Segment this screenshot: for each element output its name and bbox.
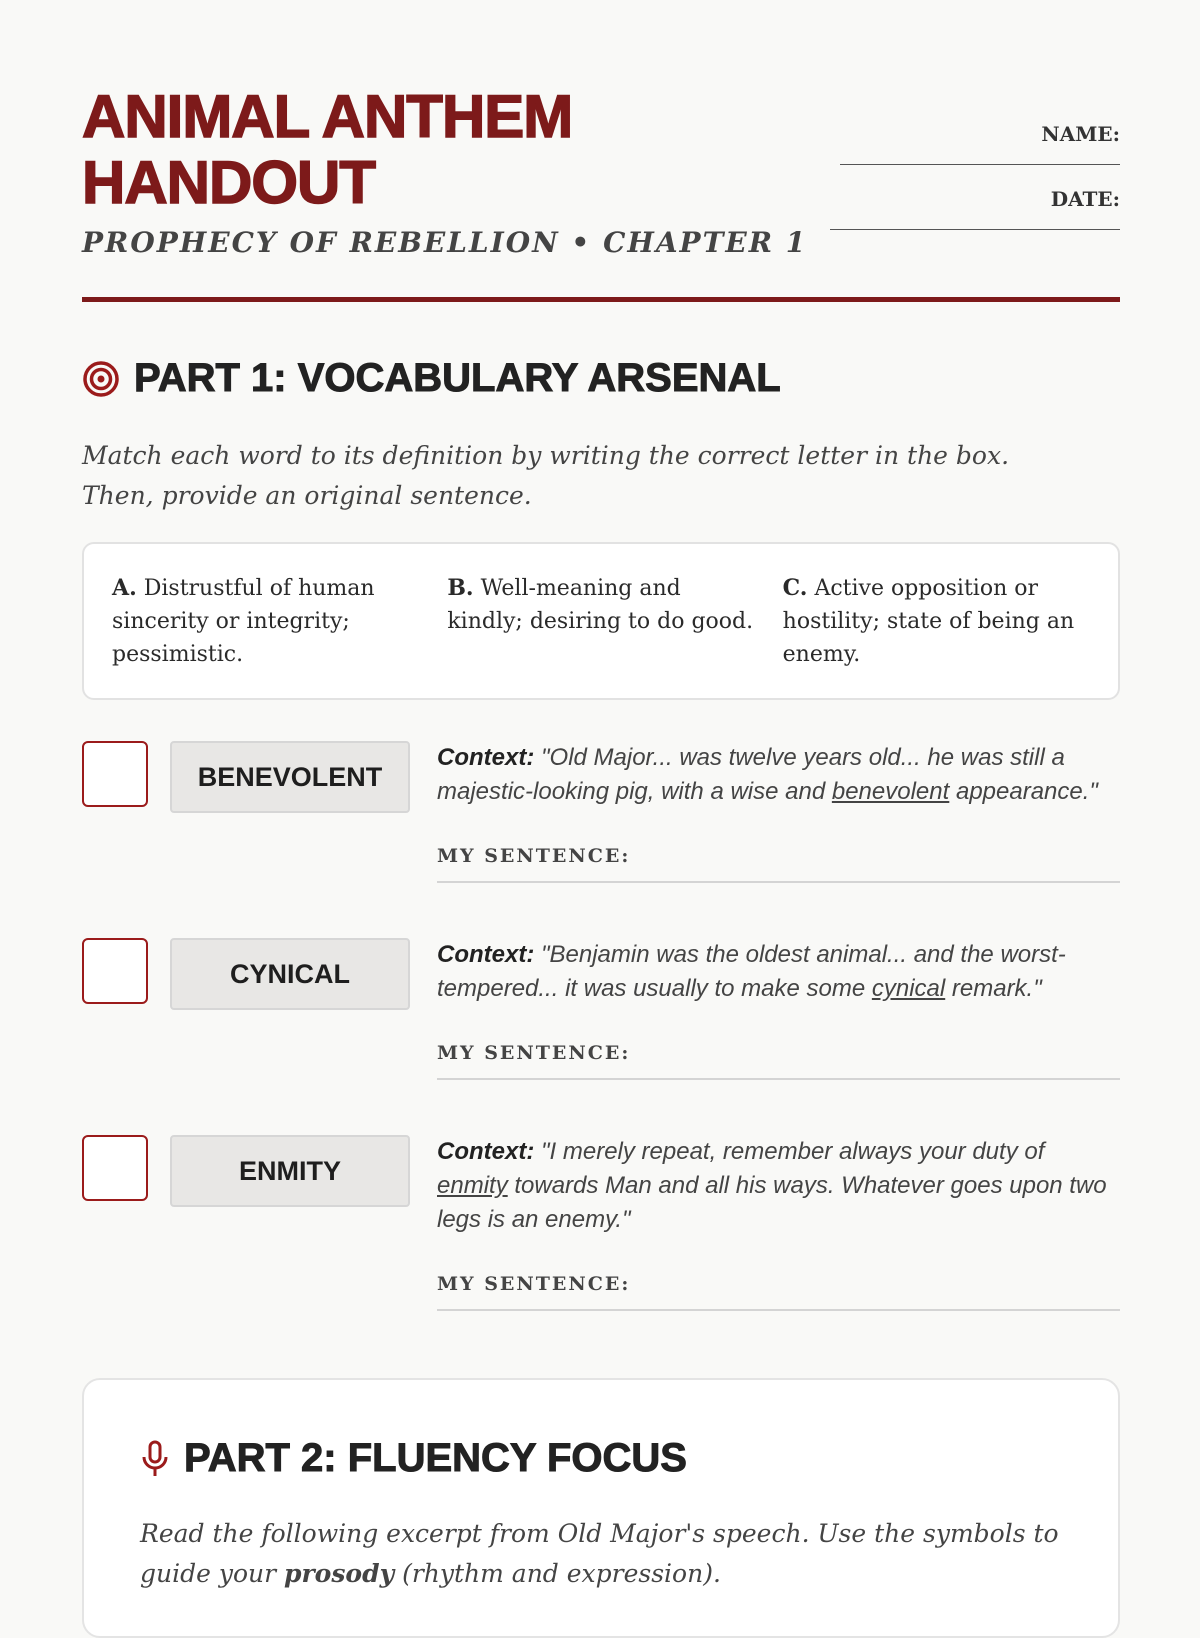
quote-term: cynical (871, 975, 946, 1002)
title-line-1: ANIMAL ANTHEM (82, 83, 573, 150)
definition-letter: B. (447, 575, 474, 601)
quote-text: towards Man and all his ways. Whatever goes upon two legs is an enemy." (437, 1172, 1107, 1233)
subtitle: PROPHECY OF REBELLION • CHAPTER 1 (82, 226, 808, 259)
part1-heading (82, 356, 781, 401)
context-quote (437, 741, 1120, 809)
name-label: NAME: (1041, 122, 1120, 146)
context-label: Context: (437, 1138, 535, 1165)
part2-heading (140, 1436, 687, 1481)
definition-text: Distrustful of human sincerity or integrity; pessimistic. (112, 576, 375, 667)
definition-letter: A. (112, 575, 137, 601)
title-line-2: HANDOUT (82, 149, 375, 216)
definition-c (783, 572, 1090, 698)
quote-text: "I merely repeat, remember always your duty of (541, 1138, 1045, 1165)
instr-text: (rhythm and expression). (394, 1559, 721, 1588)
definitions-box (82, 542, 1120, 700)
part1-heading-text: PART 1: VOCABULARY ARSENAL (134, 356, 781, 400)
date-label: DATE: (1050, 187, 1120, 211)
definition-letter: C. (782, 575, 808, 601)
context-label: Context: (437, 941, 535, 968)
definition-a (112, 572, 419, 698)
vocab-word: BENEVOLENT (170, 741, 410, 813)
answer-box[interactable] (82, 1135, 148, 1201)
quote-text: remark." (945, 975, 1042, 1002)
answer-box[interactable] (82, 938, 148, 1004)
answer-box[interactable] (82, 741, 148, 807)
part1-instructions: Match each word to its definition by writing the correct letter in the box. Then, provide an original sentence. (82, 441, 1010, 510)
my-sentence-field[interactable]: MY SENTENCE: (437, 845, 1120, 883)
definition-text: Active opposition or hostility; state of being an enemy. (782, 576, 1075, 667)
definition-b (447, 572, 754, 698)
context-quote (437, 1135, 1120, 1237)
quote-term: enmity (437, 1172, 508, 1199)
part2-card (82, 1378, 1120, 1638)
definition-text: Well-meaning and kindly; desiring to do good. (447, 576, 754, 634)
context-quote (437, 938, 1120, 1006)
quote-term: benevolent (831, 778, 950, 805)
quote-text: appearance." (949, 778, 1098, 805)
part2-heading-text: PART 2: FLUENCY FOCUS (184, 1436, 687, 1480)
target-icon (82, 360, 120, 398)
instr-text: Read the following excerpt from Old Major's speech. Use the symbols to guide your (140, 1519, 1059, 1588)
microphone-icon (140, 1439, 170, 1479)
header (82, 0, 1120, 302)
quote-text: "Old Major... was twelve years old... he was still a majestic-looking pig, with a wise and (437, 744, 1065, 805)
context-label: Context: (437, 744, 535, 771)
instr-bold: prosody (284, 1559, 395, 1588)
my-sentence-field[interactable]: MY SENTENCE: (437, 1042, 1120, 1080)
name-field[interactable] (840, 164, 1120, 165)
part2-instructions (140, 1514, 1060, 1594)
name-date-fields (820, 122, 1120, 252)
vocab-word: CYNICAL (170, 938, 410, 1010)
page-title (82, 84, 572, 216)
date-field[interactable] (830, 229, 1120, 230)
vocab-word: ENMITY (170, 1135, 410, 1207)
quote-text: "Benjamin was the oldest animal... and the worst-tempered... it was usually to make some (437, 941, 1066, 1002)
my-sentence-field[interactable]: MY SENTENCE: (437, 1273, 1120, 1311)
